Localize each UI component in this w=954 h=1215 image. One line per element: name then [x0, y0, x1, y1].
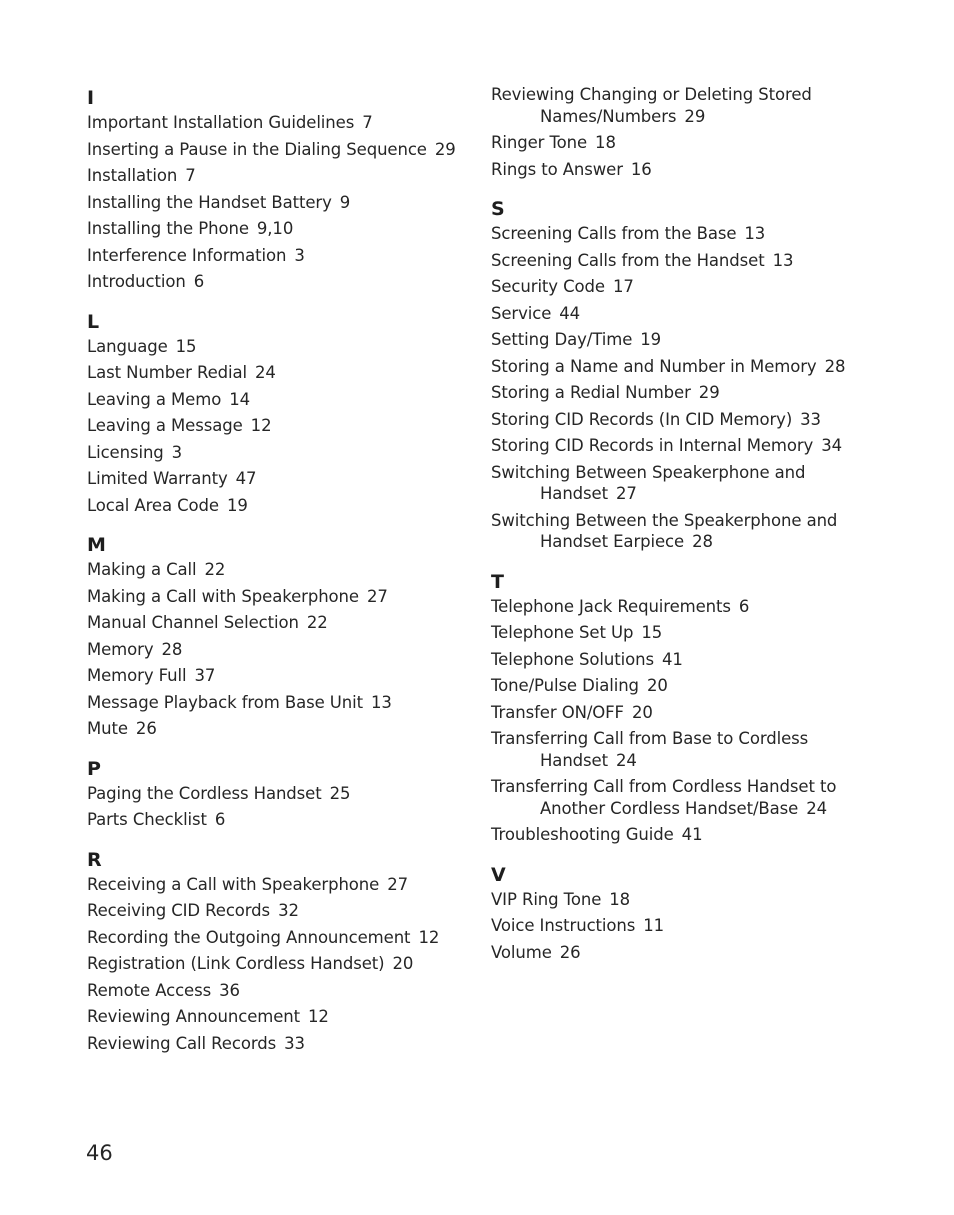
- index-section: [491, 568, 891, 846]
- entry-page-ref: 18: [609, 889, 631, 909]
- index-entry: [87, 980, 487, 1002]
- entry-title: Language: [87, 336, 168, 356]
- entry-page-ref: 44: [559, 303, 581, 323]
- index-entry: [491, 276, 891, 298]
- index-entry: [87, 953, 487, 975]
- entry-page-ref: 22: [204, 560, 226, 579]
- index-entry: [87, 874, 487, 896]
- index-entry: [491, 649, 891, 671]
- section-letter: T: [491, 570, 504, 593]
- entry-page-ref: 11: [643, 916, 665, 935]
- index-entry: [491, 435, 891, 457]
- entry-title: Switching Between the Speakerphone and: [491, 510, 838, 530]
- entry-title: Rings to Answer: [491, 159, 623, 179]
- index-entry: [87, 271, 487, 293]
- entry-title: Introduction: [87, 272, 186, 291]
- entry-title: Limited Warranty: [87, 469, 228, 488]
- entry-page-ref: 15: [175, 336, 197, 356]
- entry-page-ref: 25: [329, 783, 351, 803]
- index-section: [491, 195, 891, 553]
- index-entry: [491, 462, 891, 505]
- entry-title: Storing CID Records in Internal Memory: [491, 436, 814, 455]
- index-entry: [491, 356, 891, 378]
- section-letter: V: [491, 863, 506, 886]
- entry-title: Transfer ON/OFF: [491, 702, 624, 722]
- entry-page-ref: 32: [278, 901, 299, 920]
- entry-page-ref: 33: [800, 409, 821, 429]
- entry-title-continued: Another Cordless Handset/Base 24: [540, 798, 828, 818]
- entry-title: Reviewing Changing or Deleting Stored: [491, 85, 812, 104]
- entry-title-continued: Names/Numbers 29: [540, 106, 706, 126]
- entry-page-ref: 9: [339, 192, 351, 212]
- entry-title: VIP Ring Tone: [491, 889, 602, 909]
- entry-title: Installing the Handset Battery: [87, 192, 332, 212]
- entry-title: Recording the Outgoing Announcement: [87, 927, 411, 947]
- entry-page-ref: 29: [684, 106, 706, 126]
- entry-title: Licensing: [87, 442, 164, 462]
- index-section: [87, 308, 487, 517]
- index-entry: [491, 596, 891, 618]
- entry-page-ref: 19: [640, 330, 662, 349]
- entry-page-ref: 7: [185, 166, 196, 185]
- index-entry: [87, 927, 487, 949]
- index-entry: [491, 159, 891, 181]
- entry-title: Receiving a Call with Speakerphone: [87, 874, 380, 894]
- entry-title: Reviewing Call Records: [87, 1033, 277, 1053]
- entry-title: Parts Checklist: [87, 810, 207, 829]
- index-entry: [491, 942, 891, 964]
- page-number: 46: [86, 1141, 113, 1165]
- index-entry: [87, 718, 487, 740]
- entry-title: Storing CID Records (In CID Memory): [491, 409, 793, 429]
- entry-page-ref: 3: [294, 245, 305, 265]
- index-entry: [87, 495, 487, 517]
- index-section: [491, 84, 891, 180]
- entry-page-ref: 24: [615, 750, 637, 770]
- index-entry: [87, 1006, 487, 1028]
- entry-title-continued: Handset 27: [540, 484, 637, 503]
- index-entry: [491, 824, 891, 846]
- entry-title: Memory: [87, 639, 154, 659]
- index-section: [87, 84, 487, 293]
- entry-page-ref: 6: [738, 596, 750, 616]
- entry-title: Telephone Solutions: [491, 649, 654, 669]
- entry-page-ref: 41: [661, 649, 683, 669]
- entry-title: Receiving CID Records: [87, 901, 271, 920]
- index-entry: [491, 223, 891, 245]
- entry-title: Screening Calls from the Handset: [491, 250, 765, 270]
- index-entry: [87, 559, 487, 581]
- entry-page-ref: 34: [821, 436, 842, 455]
- index-entry: [491, 250, 891, 272]
- entry-title: Switching Between Speakerphone and: [491, 462, 806, 482]
- entry-page-ref: 19: [226, 495, 248, 515]
- index-entry: [87, 218, 487, 240]
- section-letter: S: [491, 198, 505, 220]
- entry-page-ref: 36: [219, 980, 240, 1000]
- index-entry: [87, 112, 487, 134]
- entry-title: Telephone Jack Requirements: [491, 596, 731, 616]
- index-entry: [87, 809, 487, 831]
- index-entry: [491, 510, 891, 553]
- entry-page-ref: 26: [559, 942, 581, 962]
- entry-page-ref: 20: [392, 954, 414, 973]
- entry-title: Screening Calls from the Base: [491, 224, 737, 243]
- entry-page-ref: 20: [631, 702, 653, 722]
- index-entry: [491, 675, 891, 697]
- index-entry: [87, 586, 487, 608]
- entry-title: Last Number Redial: [87, 363, 247, 382]
- section-letter: L: [87, 310, 100, 333]
- entry-title-continued: Handset 24: [540, 750, 637, 770]
- index-entry: [87, 1033, 487, 1055]
- entry-title: Making a Call: [87, 560, 197, 579]
- index-entry: [87, 639, 487, 661]
- entry-title: Installing the Phone: [87, 219, 249, 238]
- index-entry: [491, 303, 891, 325]
- index-entry: [87, 245, 487, 267]
- entry-title: Transferring Call from Cordless Handset to: [491, 777, 837, 796]
- entry-title: Tone/Pulse Dialing: [491, 676, 639, 695]
- section-letter: M: [87, 534, 106, 556]
- entry-title: Installation: [87, 166, 178, 185]
- entry-title: Leaving a Message: [87, 416, 243, 435]
- entry-page-ref: 6: [193, 272, 205, 291]
- entry-title: Service: [491, 303, 552, 323]
- index-entry: [87, 389, 487, 411]
- entry-title: Message Playback from Base Unit: [87, 692, 363, 712]
- entry-page-ref: 6: [214, 810, 226, 829]
- index-section: [87, 531, 487, 740]
- entry-page-ref: 27: [615, 484, 637, 503]
- entry-page-ref: 18: [595, 133, 616, 152]
- entry-page-ref: 47: [235, 469, 257, 488]
- index-entry: [87, 362, 487, 384]
- index-entry: [491, 728, 891, 771]
- entry-title: Important Installation Guidelines: [87, 113, 355, 132]
- entry-title: Storing a Name and Number in Memory: [491, 356, 817, 376]
- entry-page-ref: 22: [306, 613, 328, 632]
- index-entry: [491, 132, 891, 154]
- index-entry: [87, 900, 487, 922]
- entry-title: Storing a Redial Number: [491, 383, 691, 402]
- index-entry: [491, 409, 891, 431]
- entry-page-ref: 14: [229, 389, 250, 409]
- index-entry: [491, 915, 891, 937]
- index-entry: [87, 783, 487, 805]
- index-entry: [87, 192, 487, 214]
- entry-title: Manual Channel Selection: [87, 613, 299, 632]
- entry-page-ref: 29: [434, 139, 456, 159]
- index-entry: [491, 382, 891, 404]
- index-entry: [87, 336, 487, 358]
- index-entry: [87, 442, 487, 464]
- entry-title: Mute: [87, 719, 128, 738]
- entry-title: Memory Full: [87, 666, 187, 685]
- entry-title: Security Code: [491, 277, 605, 296]
- index-entry: [87, 468, 487, 490]
- entry-title: Local Area Code: [87, 495, 219, 515]
- entry-page-ref: 12: [308, 1007, 329, 1026]
- entry-page-ref: 3: [171, 442, 183, 462]
- entry-title: Volume: [491, 942, 552, 962]
- entry-title-continued: Handset Earpiece 28: [540, 532, 713, 551]
- entry-page-ref: 28: [824, 356, 846, 376]
- index-entry: [87, 415, 487, 437]
- index-entry: [87, 665, 487, 687]
- entry-title: Troubleshooting Guide: [491, 825, 674, 844]
- entry-page-ref: 41: [681, 825, 703, 844]
- entry-title: Telephone Set Up: [491, 623, 634, 642]
- entry-page-ref: 7: [362, 113, 373, 132]
- index-entry: [491, 329, 891, 351]
- section-letter: R: [87, 848, 102, 871]
- entry-page-ref: 13: [370, 692, 392, 712]
- entry-page-ref: 26: [135, 719, 157, 738]
- entry-page-ref: 33: [284, 1033, 305, 1053]
- index-entry: [87, 692, 487, 714]
- section-letter: P: [87, 757, 101, 780]
- index-column-right: [491, 84, 891, 968]
- index-section: [87, 846, 487, 1055]
- entry-page-ref: 24: [806, 798, 828, 818]
- entry-page-ref: 24: [254, 363, 276, 382]
- entry-title: Making a Call with Speakerphone: [87, 586, 359, 606]
- entry-page-ref: 15: [641, 623, 663, 642]
- entry-page-ref: 9,10: [256, 219, 294, 238]
- entry-title: Interference Information: [87, 245, 287, 265]
- index-column-left: [87, 84, 487, 1059]
- entry-page-ref: 12: [418, 927, 440, 947]
- entry-page-ref: 27: [387, 874, 409, 894]
- index-entry: [491, 84, 891, 127]
- entry-title: Setting Day/Time: [491, 330, 633, 349]
- index-entry: [87, 165, 487, 187]
- entry-title: Leaving a Memo: [87, 389, 222, 409]
- entry-page-ref: 37: [194, 666, 216, 685]
- index-entry: [491, 889, 891, 911]
- entry-page-ref: 13: [744, 224, 766, 243]
- entry-title: Ringer Tone: [491, 133, 588, 152]
- index-section: [491, 861, 891, 964]
- entry-page-ref: 27: [366, 586, 388, 606]
- entry-title: Voice Instructions: [491, 916, 636, 935]
- index-section: [87, 755, 487, 831]
- entry-title: Registration (Link Cordless Handset): [87, 954, 385, 973]
- index-entry: [491, 622, 891, 644]
- entry-page-ref: 13: [772, 250, 794, 270]
- entry-page-ref: 28: [692, 532, 713, 551]
- index-entry: [491, 776, 891, 819]
- entry-title: Reviewing Announcement: [87, 1007, 301, 1026]
- entry-title: Transferring Call from Base to Cordless: [491, 729, 809, 748]
- entry-page-ref: 12: [250, 416, 272, 435]
- index-entry: [87, 139, 487, 161]
- entry-title: Inserting a Pause in the Dialing Sequence: [87, 139, 427, 159]
- index-entry: [87, 612, 487, 634]
- entry-title: Paging the Cordless Handset: [87, 783, 322, 803]
- index-entry: [491, 702, 891, 724]
- entry-title: Remote Access: [87, 980, 212, 1000]
- entry-page-ref: 20: [646, 676, 668, 695]
- entry-page-ref: 16: [630, 159, 652, 179]
- entry-page-ref: 17: [612, 277, 634, 296]
- entry-page-ref: 28: [161, 639, 183, 659]
- section-letter: I: [87, 87, 95, 109]
- entry-page-ref: 29: [698, 383, 720, 402]
